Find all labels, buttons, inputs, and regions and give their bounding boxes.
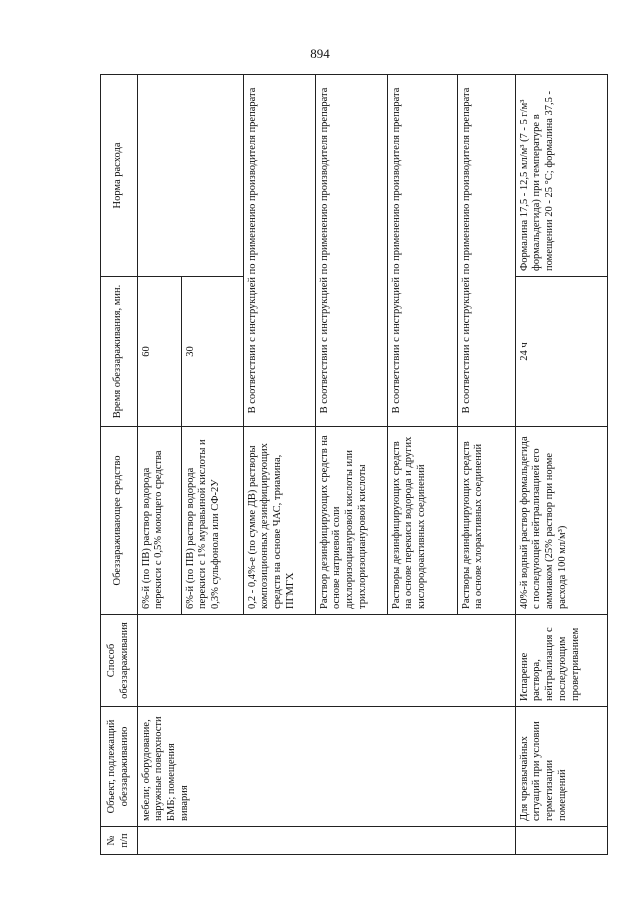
time-cell: 24 ч bbox=[515, 277, 607, 427]
agent-cell: 6%-й (по ПВ) раствор водорода перекиси с 1% муравьиной кислоты и 0,3% сульфонола или СФ-2У bbox=[181, 427, 243, 615]
instruction-cell: В соответствии с инструкцией по применению производителя препарата bbox=[315, 75, 387, 427]
norm-cell: Формалина 17,5 - 12,5 мл/м³ (7 - 5 г/м³ формальдегида) при температуре в помещении 20 - 25 °С; формалина 37,5 - bbox=[515, 75, 607, 277]
agent-cell: 0,2 - 0,4%-е (по сумме ДВ) растворы композиционных дезинфицирующих средств на основе ЧАС, триамина, ПГМГХ bbox=[243, 427, 315, 615]
agent-cell: Растворы дезинфицирующих средств на основе хлорактивных соединений bbox=[457, 427, 515, 615]
header-num: № п/п bbox=[101, 827, 138, 855]
header-agent: Обеззараживающее средство bbox=[101, 427, 138, 615]
agent-cell: Раствор дезинфицирующих средств на основе натриевой соли дихлоризоциануровой кислоты или трихлоризоциануровой кислоты bbox=[315, 427, 387, 615]
time-cell: 30 bbox=[181, 277, 243, 427]
instruction-cell: В соответствии с инструкцией по применению производителя препарата bbox=[243, 75, 315, 427]
norm-cell bbox=[137, 75, 243, 277]
method-cell bbox=[137, 615, 515, 707]
disinfection-table bbox=[100, 74, 608, 855]
method-cell: Испарение раствора, нейтрализация с последующим проветриванием bbox=[515, 615, 607, 707]
instruction-cell: В соответствии с инструкцией по применению производителя препарата bbox=[457, 75, 515, 427]
num-cell bbox=[515, 827, 607, 855]
table-header-row bbox=[101, 75, 138, 855]
num-cell bbox=[137, 827, 515, 855]
header-object: Объект, подлежащий обеззараживанию bbox=[101, 707, 138, 827]
agent-cell: 40%-й водный раствор формальдегида с последующей нейтрализацией его аммиаком (25% раствор при норме расхода 100 мл/м³) bbox=[515, 427, 607, 615]
header-norm: Норма расхода bbox=[101, 75, 138, 277]
table-row bbox=[137, 75, 181, 855]
instruction-cell: В соответствии с инструкцией по применению производителя препарата bbox=[387, 75, 457, 427]
header-time: Время обеззараживания, мин. bbox=[101, 277, 138, 427]
table-row bbox=[515, 75, 607, 855]
time-cell: 60 bbox=[137, 277, 181, 427]
object-cell: Для чрезвычайных ситуаций при условии герметизации помещений bbox=[515, 707, 607, 827]
header-method: Способ обеззараживания bbox=[101, 615, 138, 707]
agent-cell: 6%-й (по ПВ) раствор водорода перекиси с 0,5% моющего средства bbox=[137, 427, 181, 615]
agent-cell: Растворы дезинфицирующих средств на основе перекиси водорода и других кислородоактивных соединений bbox=[387, 427, 457, 615]
rotated-table-container bbox=[100, 75, 620, 855]
page-number: 894 bbox=[310, 46, 330, 61]
object-cell: мебели; оборудование, наружные поверхности БМБ; помещения вивария bbox=[137, 707, 515, 827]
